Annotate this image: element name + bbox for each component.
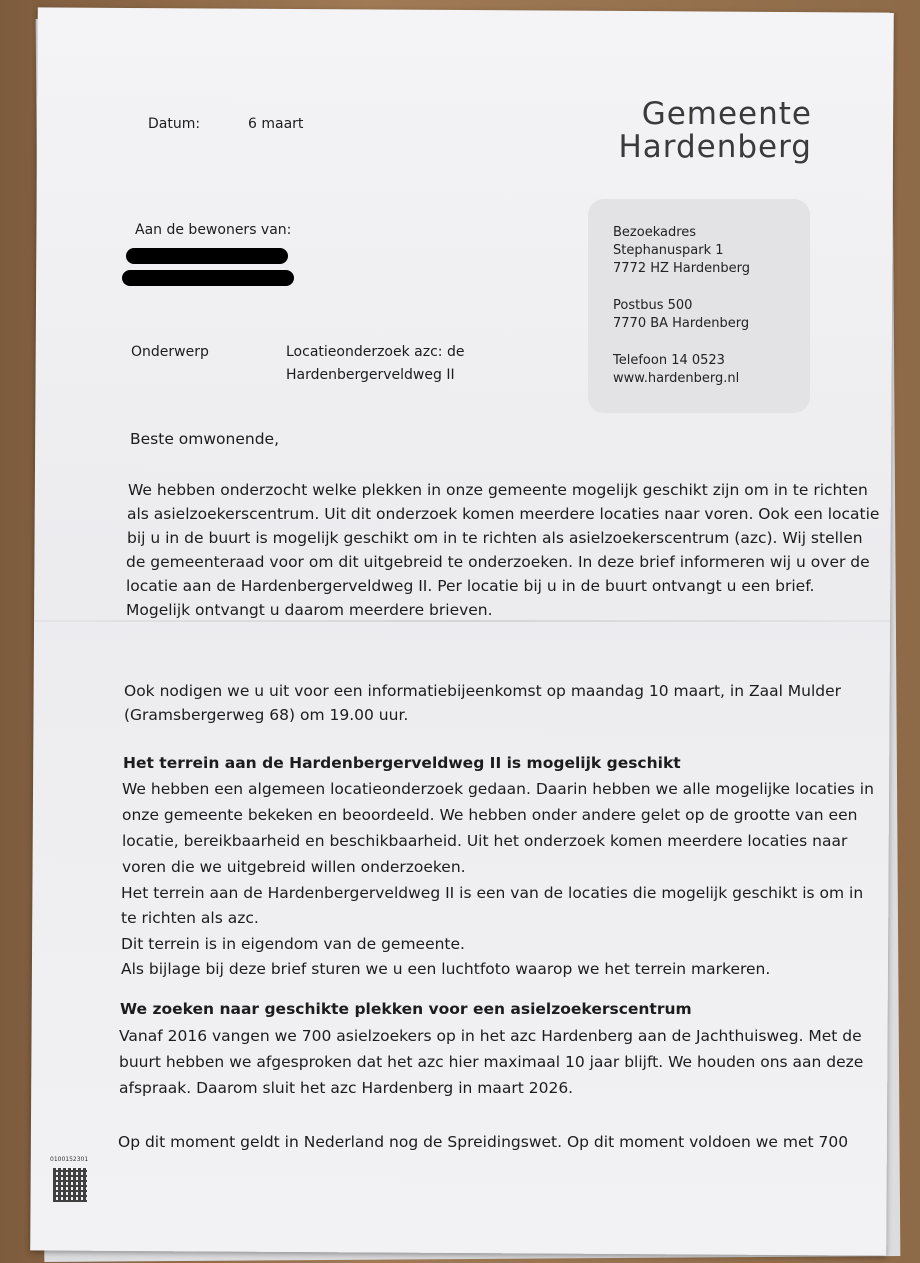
paragraph-line: voren die we uitgebreid willen onderzoeken. <box>122 858 466 876</box>
paragraph-line: de gemeenteraad voor om dit uitgebreid te onderzoeken. In deze brief informeren wij u over de <box>126 553 870 571</box>
paragraph-line: Als bijlage bij deze brief sturen we u een luchtfoto waarop we het terrein markeren. <box>121 960 771 978</box>
postbus-city: 7770 BA Hardenberg <box>613 316 750 331</box>
recipient-label: Aan de bewoners van: <box>135 222 292 238</box>
visit-address-city: 7772 HZ Hardenberg <box>613 261 750 276</box>
salutation: Beste omwonende, <box>130 430 280 448</box>
paragraph-line: (Gramsbergerweg 68) om 19.00 uur. <box>124 706 409 724</box>
logo-line-2: Hardenberg <box>618 129 812 165</box>
date-label: Datum: <box>148 116 201 132</box>
section-heading-1: Het terrein aan de Hardenbergerveldweg II is mogelijk geschikt <box>123 754 681 772</box>
date-value: 6 maart <box>248 116 304 132</box>
subject-label: Onderwerp <box>131 344 209 360</box>
paragraph-line: Dit terrein is in eigendom van de gemeente. <box>121 935 465 953</box>
paragraph-line: We hebben onderzocht welke plekken in onze gemeente mogelijk geschikt zijn om in te richten <box>128 481 868 499</box>
paragraph-line: onze gemeente bekeken en beoordeeld. We hebben onder andere gelet op de grootte van een <box>122 806 858 824</box>
paragraph-line: afspraak. Daarom sluit het azc Hardenberg in maart 2026. <box>119 1079 574 1097</box>
paragraph-line: Mogelijk ontvangt u daarom meerdere brieven. <box>126 601 493 619</box>
municipality-logo <box>582 98 812 164</box>
qr-code-icon <box>53 1168 87 1202</box>
paragraph-line: bij u in de buurt is mogelijk geschikt om in te richten als asielzoekerscentrum (azc). Wij stellen <box>127 529 863 547</box>
paragraph-line: We hebben een algemeen locatieonderzoek gedaan. Daarin hebben we alle mogelijke locaties in <box>122 780 874 798</box>
paragraph-line: locatie aan de Hardenbergerveldweg II. Per locatie bij u in de buurt ontvangt u een brief. <box>126 577 815 595</box>
subject-line-1: Locatieonderzoek azc: de <box>286 344 465 360</box>
redaction-bar-2 <box>122 270 294 286</box>
visit-address-label: Bezoekadres <box>613 225 697 240</box>
subject-line-2: Hardenbergerveldweg II <box>286 367 455 383</box>
paragraph-line: buurt hebben we afgesproken dat het azc hier maximaal 10 jaar blijft. We houden ons aan deze <box>119 1053 864 1071</box>
redaction-bar-1 <box>126 248 288 264</box>
paragraph-line: als asielzoekerscentrum. Uit dit onderzoek komen meerdere locaties naar voren. Ook een locatie <box>127 505 880 523</box>
logo-line-1: Gemeente <box>641 96 812 132</box>
website: www.hardenberg.nl <box>613 371 740 386</box>
paragraph-line: te richten als azc. <box>121 909 259 927</box>
paragraph-line: Vanaf 2016 vangen we 700 asielzoekers op in het azc Hardenberg aan de Jachthuisweg. Met de <box>119 1027 862 1045</box>
paragraph-line: Het terrein aan de Hardenbergerveldweg II is een van de locaties die mogelijk geschikt is om in <box>121 884 864 902</box>
section-heading-2: We zoeken naar geschikte plekken voor een asielzoekerscentrum <box>120 1000 692 1018</box>
paragraph-line: Ook nodigen we u uit voor een informatiebijeenkomst op maandag 10 maart, in Zaal Mulder <box>124 682 842 700</box>
visit-address-street: Stephanuspark 1 <box>613 243 724 258</box>
document-code: 0100152301 <box>50 1156 89 1163</box>
postbus: Postbus 500 <box>613 298 693 313</box>
paragraph-line: Op dit moment geldt in Nederland nog de Spreidingswet. Op dit moment voldoen we met 700 <box>118 1133 849 1151</box>
paragraph-line: locatie, bereikbaarheid en beschikbaarheid. Uit het onderzoek komen meerdere locaties naar <box>122 832 848 850</box>
phone-number: Telefoon 14 0523 <box>613 353 725 368</box>
